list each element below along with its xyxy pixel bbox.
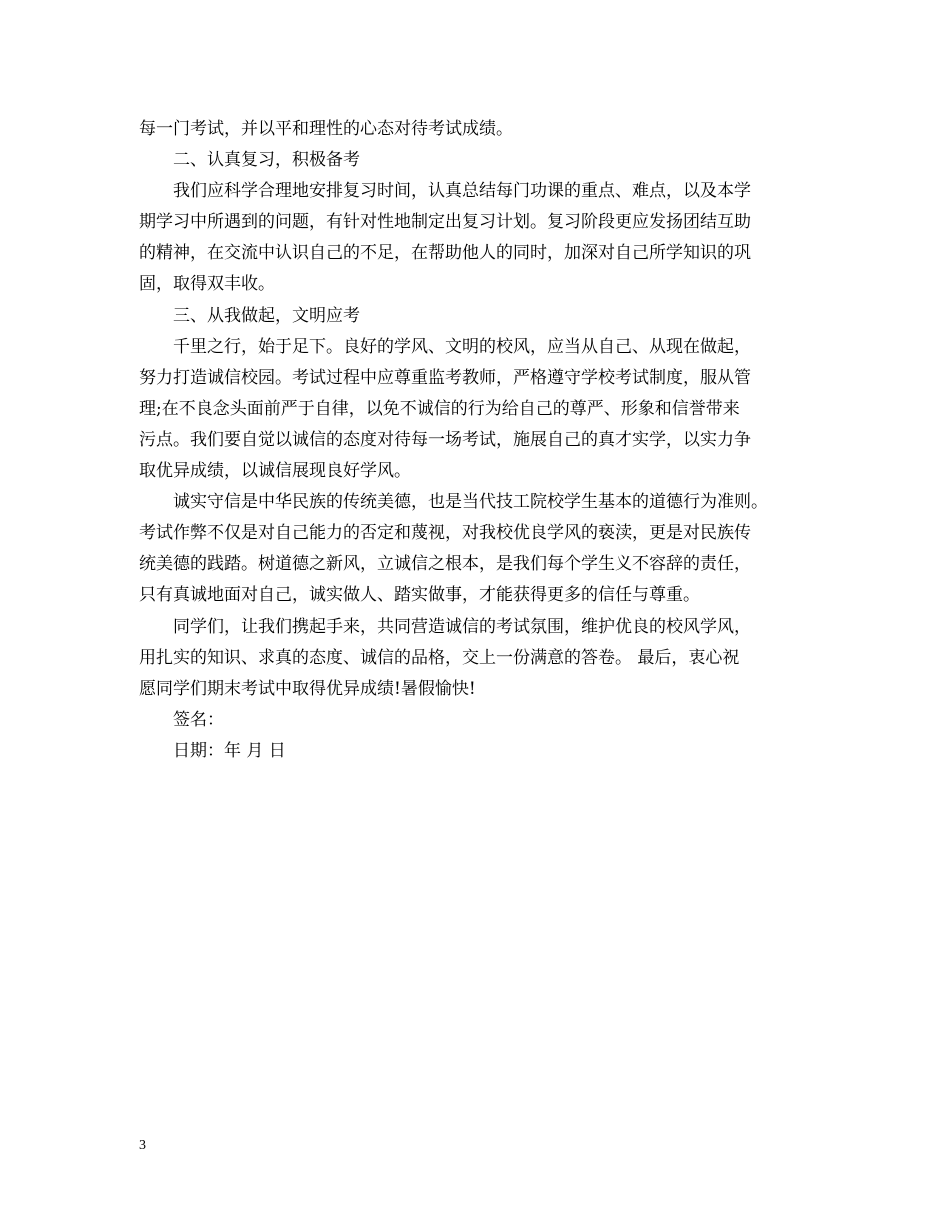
text-line: 千里之行，始于足下。良好的学风、文明的校风，应当从自己、从现在做起， bbox=[173, 336, 751, 357]
text-line: 取优异成绩，以诚信展现良好学风。 bbox=[139, 461, 411, 482]
text-line: 只有真诚地面对自己，诚实做人、踏实做事，才能获得更多的信任与尊重。 bbox=[139, 585, 700, 606]
text-line: 的精神，在交流中认识自己的不足，在帮助他人的同时，加深对自己所学知识的巩 bbox=[139, 243, 751, 264]
text-line: 理;在不良念头面前严于自律，以免不诚信的行为给自己的尊严、形象和信誉带来 bbox=[139, 398, 740, 419]
text-line: 每一门考试，并以平和理性的心态对待考试成绩。 bbox=[139, 119, 513, 139]
text-line: 诚实守信是中华民族的传统美德，也是当代技工院校学生基本的道德行为准则。 bbox=[173, 492, 768, 513]
section-heading: 三、从我做起，文明应考 bbox=[173, 305, 360, 326]
text-line: 用扎实的知识、求真的态度、诚信的品格，交上一份满意的答卷。 最后，衷心祝 bbox=[139, 647, 740, 668]
text-line: 期学习中所遇到的问题，有针对性地制定出复习计划。复习阶段更应发扬团结互助 bbox=[139, 212, 751, 233]
section-heading: 二、认真复习，积极备考 bbox=[173, 150, 360, 171]
text-line: 固，取得双丰收。 bbox=[139, 274, 275, 295]
text-line: 同学们，让我们携起手来，共同营造诚信的考试氛围，维护优良的校风学风， bbox=[173, 616, 751, 637]
text-line: 努力打造诚信校园。考试过程中应尊重监考教师，严格遵守学校考试制度，服从管 bbox=[139, 367, 751, 388]
signature-label: 签名： bbox=[173, 709, 224, 730]
text-line: 统美德的践踏。树道德之新风，立诚信之根本，是我们每个学生义不容辞的责任， bbox=[139, 554, 751, 575]
date-label: 日期：年 月 日 bbox=[173, 740, 286, 761]
document-body bbox=[139, 114, 811, 767]
text-line: 我们应科学合理地安排复习时间，认真总结每门功课的重点、难点，以及本学 bbox=[173, 181, 751, 202]
page-number: 3 bbox=[139, 1138, 146, 1153]
text-line: 愿同学们期末考试中取得优异成绩!暑假愉快! bbox=[139, 678, 476, 699]
text-line: 考试作弊不仅是对自己能力的否定和蔑视，对我校优良学风的亵渎，更是对民族传 bbox=[139, 523, 751, 544]
text-line: 污点。我们要自觉以诚信的态度对待每一场考试，施展自己的真才实学，以实力争 bbox=[139, 429, 751, 450]
